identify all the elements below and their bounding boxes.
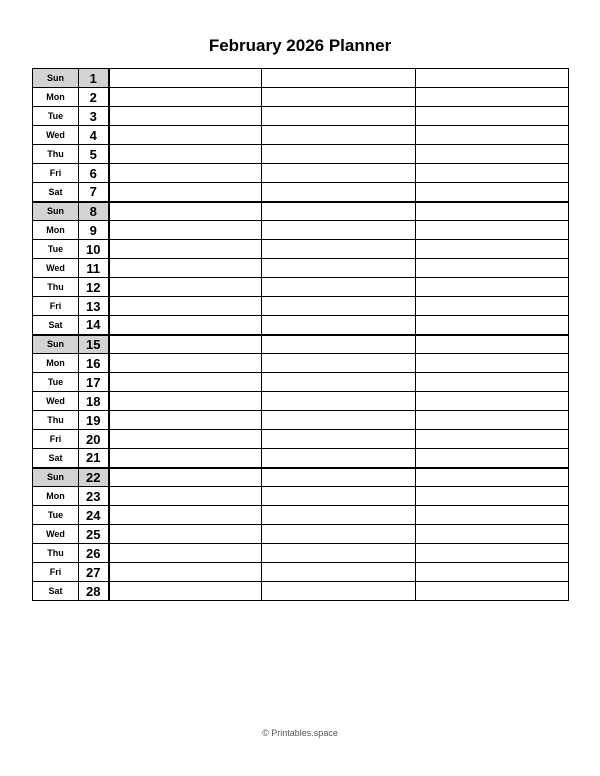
note-cell[interactable]	[262, 88, 415, 107]
note-cell[interactable]	[109, 145, 262, 164]
date-number-cell: 9	[79, 221, 109, 240]
date-number-cell: 15	[79, 335, 109, 354]
planner-row	[33, 582, 569, 601]
day-name-cell: Sat	[33, 582, 79, 601]
date-number-cell: 23	[79, 487, 109, 506]
day-name-cell: Thu	[33, 544, 79, 563]
note-cell[interactable]	[415, 221, 568, 240]
date-number-cell: 21	[79, 449, 109, 468]
note-cell[interactable]	[109, 88, 262, 107]
note-cell[interactable]	[262, 449, 415, 468]
note-cell[interactable]	[262, 278, 415, 297]
planner-row	[33, 335, 569, 354]
planner-row	[33, 126, 569, 145]
planner-table	[32, 68, 569, 601]
note-cell[interactable]	[262, 164, 415, 183]
day-name-cell: Sat	[33, 183, 79, 202]
date-number-cell: 14	[79, 316, 109, 335]
planner-row	[33, 430, 569, 449]
note-cell[interactable]	[262, 392, 415, 411]
date-number-cell: 12	[79, 278, 109, 297]
date-number-cell: 4	[79, 126, 109, 145]
note-cell[interactable]	[262, 563, 415, 582]
planner-row	[33, 411, 569, 430]
note-cell[interactable]	[109, 430, 262, 449]
note-cell[interactable]	[262, 259, 415, 278]
date-number-cell: 11	[79, 259, 109, 278]
date-number-cell: 6	[79, 164, 109, 183]
day-name-cell: Sat	[33, 449, 79, 468]
note-cell[interactable]	[109, 354, 262, 373]
note-cell[interactable]	[109, 316, 262, 335]
note-cell[interactable]	[415, 259, 568, 278]
note-cell[interactable]	[262, 544, 415, 563]
date-number-cell: 24	[79, 506, 109, 525]
day-name-cell: Sun	[33, 335, 79, 354]
date-number-cell: 10	[79, 240, 109, 259]
note-cell[interactable]	[109, 449, 262, 468]
day-name-cell: Sun	[33, 202, 79, 221]
note-cell[interactable]	[262, 145, 415, 164]
day-name-cell: Fri	[33, 563, 79, 582]
planner-row	[33, 354, 569, 373]
date-number-cell: 8	[79, 202, 109, 221]
planner-row	[33, 202, 569, 221]
day-name-cell: Sat	[33, 316, 79, 335]
day-name-cell: Tue	[33, 506, 79, 525]
note-cell[interactable]	[415, 411, 568, 430]
day-name-cell: Mon	[33, 354, 79, 373]
note-cell[interactable]	[109, 563, 262, 582]
note-cell[interactable]	[262, 316, 415, 335]
note-cell[interactable]	[262, 525, 415, 544]
date-number-cell: 17	[79, 373, 109, 392]
note-cell[interactable]	[109, 183, 262, 202]
note-cell[interactable]	[415, 582, 568, 601]
day-name-cell: Wed	[33, 525, 79, 544]
date-number-cell: 25	[79, 525, 109, 544]
note-cell[interactable]	[415, 487, 568, 506]
note-cell[interactable]	[415, 107, 568, 126]
date-number-cell: 20	[79, 430, 109, 449]
note-cell[interactable]	[415, 335, 568, 354]
date-number-cell: 5	[79, 145, 109, 164]
date-number-cell: 3	[79, 107, 109, 126]
note-cell[interactable]	[415, 449, 568, 468]
day-name-cell: Thu	[33, 145, 79, 164]
note-cell[interactable]	[262, 487, 415, 506]
day-name-cell: Fri	[33, 164, 79, 183]
date-number-cell: 1	[79, 69, 109, 88]
planner-row	[33, 449, 569, 468]
page-title: February 2026 Planner	[208, 36, 392, 55]
day-name-cell: Wed	[33, 126, 79, 145]
note-cell[interactable]	[415, 202, 568, 221]
note-cell[interactable]	[109, 411, 262, 430]
date-number-cell: 18	[79, 392, 109, 411]
note-cell[interactable]	[262, 411, 415, 430]
date-number-cell: 22	[79, 468, 109, 487]
day-name-cell: Sun	[33, 468, 79, 487]
date-number-cell: 28	[79, 582, 109, 601]
day-name-cell: Sun	[33, 69, 79, 88]
note-cell[interactable]	[109, 126, 262, 145]
note-cell[interactable]	[262, 69, 415, 88]
note-cell[interactable]	[415, 88, 568, 107]
planner-row	[33, 392, 569, 411]
note-cell[interactable]	[109, 544, 262, 563]
note-cell[interactable]	[262, 126, 415, 145]
note-cell[interactable]	[415, 563, 568, 582]
date-number-cell: 7	[79, 183, 109, 202]
note-cell[interactable]	[415, 240, 568, 259]
day-name-cell: Thu	[33, 278, 79, 297]
note-cell[interactable]	[109, 392, 262, 411]
day-name-cell: Thu	[33, 411, 79, 430]
planner-row	[33, 88, 569, 107]
note-cell[interactable]	[415, 297, 568, 316]
planner-row	[33, 487, 569, 506]
note-cell[interactable]	[109, 240, 262, 259]
planner-row	[33, 544, 569, 563]
note-cell[interactable]	[109, 487, 262, 506]
day-name-cell: Fri	[33, 297, 79, 316]
planner-row	[33, 107, 569, 126]
day-name-cell: Tue	[33, 107, 79, 126]
note-cell[interactable]	[109, 164, 262, 183]
day-name-cell: Tue	[33, 240, 79, 259]
note-cell[interactable]	[415, 145, 568, 164]
note-cell[interactable]	[262, 202, 415, 221]
note-cell[interactable]	[109, 525, 262, 544]
planner-row	[33, 316, 569, 335]
note-cell[interactable]	[109, 259, 262, 278]
note-cell[interactable]	[415, 392, 568, 411]
note-cell[interactable]	[262, 297, 415, 316]
note-cell[interactable]	[415, 525, 568, 544]
note-cell[interactable]	[415, 430, 568, 449]
note-cell[interactable]	[415, 468, 568, 487]
note-cell[interactable]	[262, 373, 415, 392]
date-number-cell: 27	[79, 563, 109, 582]
planner-row	[33, 468, 569, 487]
planner-row	[33, 69, 569, 88]
note-cell[interactable]	[262, 221, 415, 240]
planner-row	[33, 145, 569, 164]
note-cell[interactable]	[415, 373, 568, 392]
planner-row	[33, 183, 569, 202]
note-cell[interactable]	[262, 335, 415, 354]
note-cell[interactable]	[109, 107, 262, 126]
note-cell[interactable]	[262, 240, 415, 259]
note-cell[interactable]	[109, 221, 262, 240]
planner-row	[33, 563, 569, 582]
date-number-cell: 16	[79, 354, 109, 373]
note-cell[interactable]	[109, 69, 262, 88]
note-cell[interactable]	[262, 582, 415, 601]
note-cell[interactable]	[415, 506, 568, 525]
note-cell[interactable]	[415, 544, 568, 563]
note-cell[interactable]	[415, 69, 568, 88]
note-cell[interactable]	[262, 468, 415, 487]
planner-row	[33, 278, 569, 297]
planner-row	[33, 297, 569, 316]
note-cell[interactable]	[109, 278, 262, 297]
planner-row	[33, 525, 569, 544]
note-cell[interactable]	[109, 297, 262, 316]
footer-credit: © Printables.space	[262, 728, 338, 738]
note-cell[interactable]	[109, 582, 262, 601]
day-name-cell: Mon	[33, 487, 79, 506]
note-cell[interactable]	[415, 278, 568, 297]
note-cell[interactable]	[415, 164, 568, 183]
planner-row	[33, 240, 569, 259]
day-name-cell: Mon	[33, 88, 79, 107]
note-cell[interactable]	[262, 430, 415, 449]
date-number-cell: 26	[79, 544, 109, 563]
planner-row	[33, 259, 569, 278]
day-name-cell: Tue	[33, 373, 79, 392]
note-cell[interactable]	[262, 107, 415, 126]
note-cell[interactable]	[415, 183, 568, 202]
planner-row	[33, 373, 569, 392]
planner-body	[33, 69, 569, 601]
note-cell[interactable]	[262, 354, 415, 373]
note-cell[interactable]	[415, 316, 568, 335]
note-cell[interactable]	[262, 506, 415, 525]
day-name-cell: Fri	[33, 430, 79, 449]
day-name-cell: Wed	[33, 392, 79, 411]
day-name-cell: Wed	[33, 259, 79, 278]
note-cell[interactable]	[109, 468, 262, 487]
note-cell[interactable]	[109, 506, 262, 525]
note-cell[interactable]	[415, 126, 568, 145]
date-number-cell: 13	[79, 297, 109, 316]
note-cell[interactable]	[109, 335, 262, 354]
date-number-cell: 19	[79, 411, 109, 430]
planner-row	[33, 164, 569, 183]
planner-row	[33, 221, 569, 240]
note-cell[interactable]	[415, 354, 568, 373]
planner-row	[33, 506, 569, 525]
day-name-cell: Mon	[33, 221, 79, 240]
date-number-cell: 2	[79, 88, 109, 107]
note-cell[interactable]	[109, 202, 262, 221]
note-cell[interactable]	[262, 183, 415, 202]
note-cell[interactable]	[109, 373, 262, 392]
